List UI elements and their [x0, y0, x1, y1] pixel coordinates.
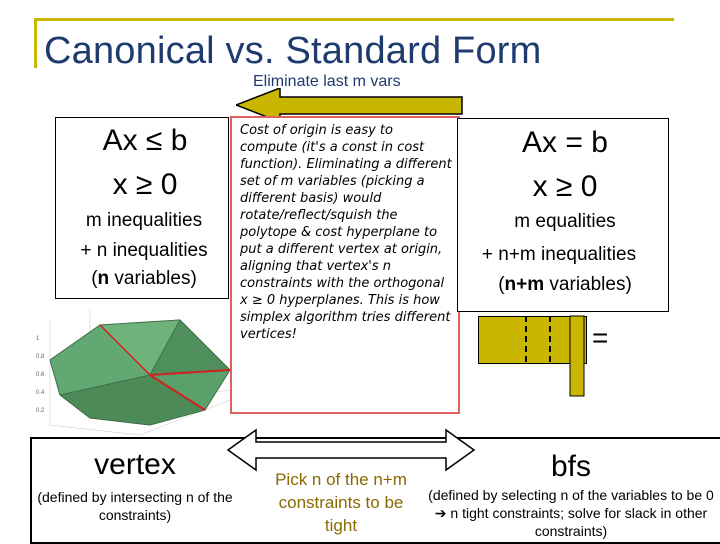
standard-line-5 — [460, 274, 670, 296]
pick-tight-constraints: Pick n of the n+m constraints to be tight — [275, 470, 407, 535]
title-rule-left — [34, 18, 37, 68]
canonical-paren: ( — [91, 268, 98, 289]
standard-paren: ( — [498, 274, 505, 295]
svg-text:0.8: 0.8 — [36, 354, 45, 360]
svg-text:1: 1 — [36, 336, 40, 342]
standard-var-label: variables) — [544, 274, 632, 295]
vertex-definition: (defined by intersecting n of the constraints) — [37, 489, 233, 523]
standard-eq-2: x ≥ 0 — [532, 170, 598, 203]
bfs-definition: (defined by selecting n of the variables to be 0 ➔ n tight constraints; solve for slack in other constraints) — [428, 487, 714, 539]
equals-sign: = — [592, 322, 609, 353]
canonical-var-label: variables) — [109, 268, 197, 289]
arrow-label: Eliminate last m vars — [253, 73, 401, 90]
canonical-var-count: n — [97, 268, 110, 289]
bfs-label: bfs — [550, 450, 592, 483]
svg-text:0.4: 0.4 — [36, 390, 45, 396]
standard-var-count: n+m — [504, 274, 545, 295]
svg-text:0.6: 0.6 — [36, 372, 45, 378]
svg-text:0.2: 0.2 — [36, 408, 45, 414]
basis-explanation: Cost of origin is easy to compute (it's a const in cost function). Eliminating a different set of m variables (picking a different basis) would rotate/reflect/squish the polytope & cost hyperplane to put a different vertex at origin, aligning that vertex's n constraints with the orthogonal x ≥ 0 hyperplanes. This is how simplex algorithm tries different vertices! — [230, 116, 460, 414]
canonical-line-3: m inequalities — [85, 210, 203, 231]
canonical-line-5 — [46, 268, 242, 290]
vertex-label: vertex — [94, 448, 176, 481]
canonical-line-4: + n inequalities — [80, 240, 208, 261]
standard-line-3: m equalities — [514, 211, 616, 232]
title-rule-top — [34, 18, 674, 21]
polytope-plot — [30, 300, 235, 440]
standard-line-4: + n+m inequalities — [481, 244, 637, 265]
slide-title: Canonical vs. Standard Form — [44, 30, 542, 72]
canonical-eq-2: x ≥ 0 — [112, 168, 178, 201]
canonical-eq-1: Ax ≤ b — [102, 124, 188, 157]
standard-eq-1: Ax = b — [522, 126, 608, 159]
